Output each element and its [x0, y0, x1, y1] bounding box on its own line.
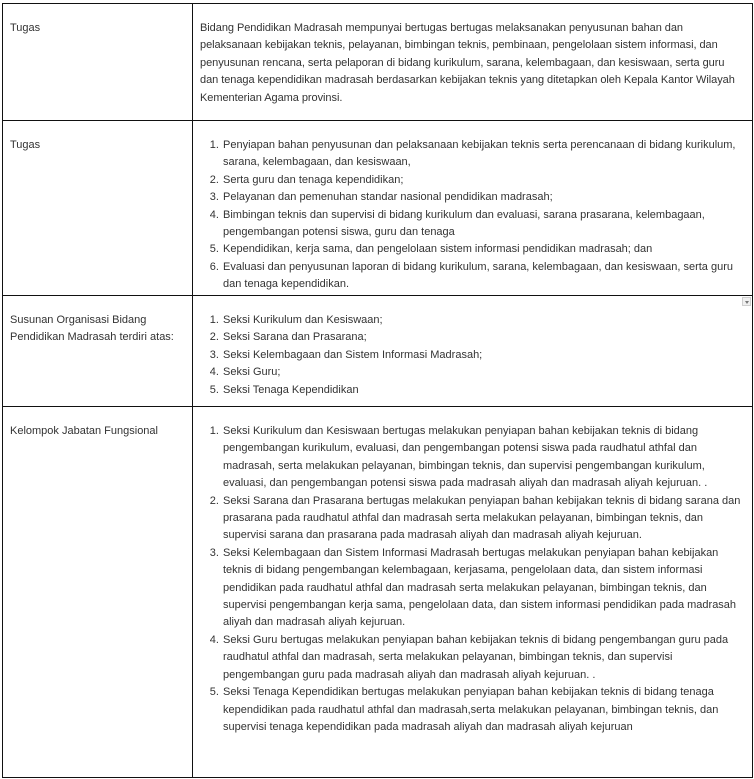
list-item: 4. Seksi Guru bertugas melakukan penyiapan bahan kebijakan teknis di bidang pengembangan guru pada raudhatul athfal dan madrasah, serta melakukan pelayanan, bimbingan teknis, dan supervisi pengembangan guru pada madrasah aliyah dan madrasah aliyah kejuruan. . — [222, 632, 742, 684]
list-item: 1. Seksi Kurikulum dan Kesiswaan; — [222, 312, 742, 329]
list-item: 2. Serta guru dan tenaga kependidikan; — [222, 172, 742, 189]
list-item: 3. Seksi Kelembagaan dan Sistem Informasi Madrasah bertugas melakukan penyiapan bahan kebijakan teknis di bidang pengembangan kelembagaan, kerjasama, pengelolaan data, dan sistem informasi pendidikan pada raudhatul athfal dan madrasah serta melakukan pelayanan, bimbingan teknis, dan supervisi pengembangan kerja sama, pengelolaan data, dan sistem informasi pendidikan pada madrasah aliyah dan madrasah aliyah kejuruan. — [222, 545, 742, 632]
list-item: 2. Seksi Sarana dan Prasarana; — [222, 329, 742, 346]
tugas-paragraph: Bidang Pendidikan Madrasah mempunyai bertugas bertugas melaksanakan penyusunan bahan dan pelaksanaan kebijakan teknis, pelayanan, bimbingan teknis, pembinaan, pengelolaan sistem informasi, dan penyusunan rencana, serta pelaporan di bidang kurikulum, sarana, kelembagaan, dan kesiswaan, serta guru dan tenaga kependidikan madrasah berdasarkan kebijakan teknis yang ditetapkan oleh Kepala Kantor Wilayah Kementerian Agama provinsi. — [200, 22, 735, 104]
list-item: 3. Pelayanan dan pemenuhan standar nasional pendidikan madrasah; — [222, 189, 742, 206]
list-item: 6. Evaluasi dan penyusunan laporan di bidang kurikulum, sarana, kelembagaan, dan kesiswaan, serta guru dan tenaga kependidikan. — [222, 259, 742, 294]
list-item: 5. Seksi Tenaga Kependidikan bertugas melakukan penyiapan bahan kebijakan teknis di bidang tenaga kependidikan pada raudhatul athfal dan madrasah,serta melakukan pelayanan, bimbingan teknis, dan supervisi tenaga kependidikan pada madrasah aliyah dan madrasah aliyah kejuruan — [222, 684, 742, 736]
list-item: 5. Kependidikan, kerja sama, dan pengelolaan sistem informasi pendidikan madrasah; dan — [222, 241, 742, 258]
tugas-list — [200, 137, 742, 294]
list-item: 1. Seksi Kurikulum dan Kesiswaan bertugas melakukan penyiapan bahan kebijakan teknis di bidang pengembangan kurikulum, evaluasi, dan pengembangan potensi siswa pada raudhatul athfal dan madrasah, serta melakukan pelayanan, bimbingan teknis, dan supervisi pengembangan kurikulum, evaluasi, dan pengembangan potensi siswa pada madrasah aliyah dan madrasah aliyah kejuruan. . — [222, 423, 742, 493]
row-content — [193, 296, 753, 407]
row-content — [193, 121, 753, 296]
list-item: 2. Seksi Sarana dan Prasarana bertugas melakukan penyiapan bahan kebijakan teknis di bidang sarana dan prasarana pada raudhatul athfal dan madrasah serta melakukan pelayanan, bimbingan teknis, dan supervisi sarana dan prasarana pada madrasah aliyah dan madrasah aliyah kejuruan. — [222, 493, 742, 545]
dropdown-arrow-icon[interactable] — [742, 297, 751, 306]
organization-table — [2, 3, 753, 778]
row-content — [193, 407, 753, 778]
table-row-tugas-description — [3, 4, 753, 121]
row-content — [193, 4, 753, 121]
list-item: 3. Seksi Kelembagaan dan Sistem Informasi Madrasah; — [222, 347, 742, 364]
list-item: 5. Seksi Tenaga Kependidikan — [222, 382, 742, 399]
row-label: Kelompok Jabatan Fungsional — [3, 407, 193, 778]
row-label: Tugas — [3, 121, 193, 296]
list-item: 4. Seksi Guru; — [222, 364, 742, 381]
list-item: 1. Penyiapan bahan penyusunan dan pelaksanaan kebijakan teknis serta perencanaan di bidang kurikulum, sarana, kelembagaan, dan kesiswaan, — [222, 137, 742, 172]
table-row-tugas-list — [3, 121, 753, 296]
row-label: Susunan Organisasi Bidang Pendidikan Madrasah terdiri atas: — [3, 296, 193, 407]
susunan-list — [200, 312, 742, 399]
table-row-susunan-organisasi — [3, 296, 753, 407]
list-item: 4. Bimbingan teknis dan supervisi di bidang kurikulum dan evaluasi, sarana prasarana, kelembagaan, pengembangan potensi siswa, guru dan tenaga — [222, 207, 742, 242]
table-row-kelompok-jabatan — [3, 407, 753, 778]
row-label: Tugas — [3, 4, 193, 121]
kelompok-list — [200, 423, 742, 736]
